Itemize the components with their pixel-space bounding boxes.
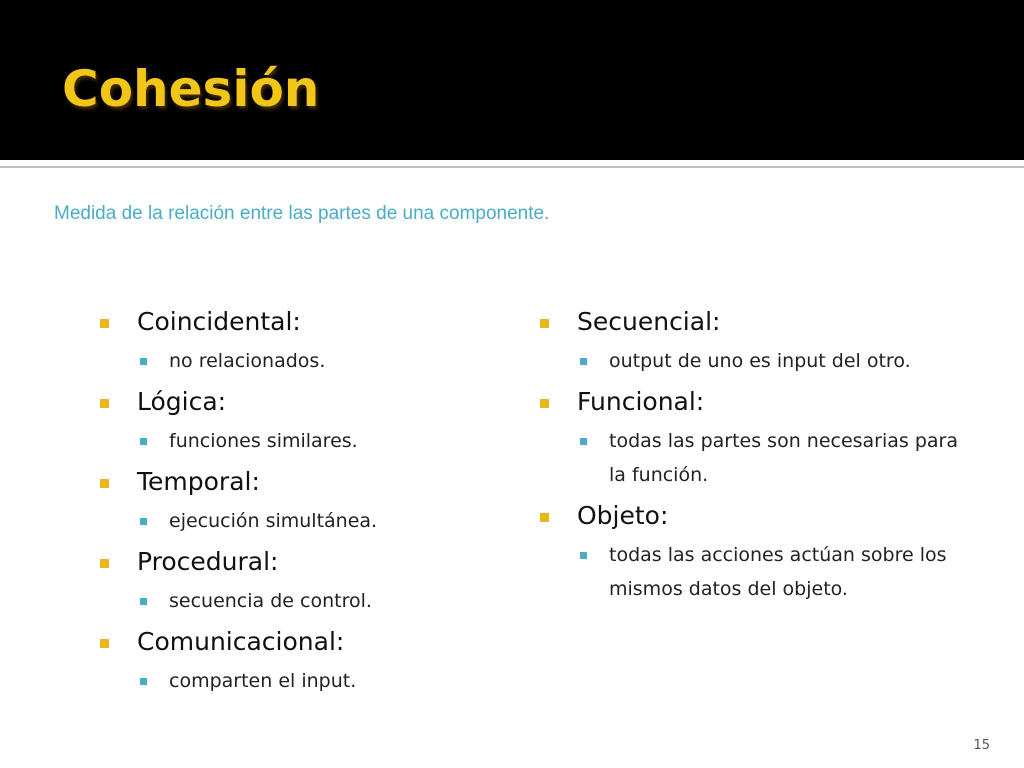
square-bullet-icon bbox=[580, 438, 587, 445]
list-item bbox=[540, 384, 980, 420]
square-bullet-icon bbox=[540, 319, 549, 328]
sub-list-item bbox=[100, 664, 500, 698]
square-bullet-icon bbox=[580, 552, 587, 559]
sub-list-item-text: ejecución simultánea. bbox=[169, 510, 378, 532]
sub-list-item-text: funciones similares. bbox=[169, 430, 358, 452]
list-item-label: Comunicacional: bbox=[137, 627, 345, 656]
square-bullet-icon bbox=[540, 513, 549, 522]
square-bullet-icon bbox=[100, 639, 109, 648]
page-number: 15 bbox=[973, 738, 990, 753]
sub-list-item-text: todas las acciones actúan sobre los mismos datos del objeto. bbox=[609, 544, 947, 600]
list-item bbox=[540, 498, 980, 534]
sub-list-item bbox=[540, 344, 980, 378]
list-item-label: Temporal: bbox=[137, 467, 260, 496]
right-column-list bbox=[540, 304, 980, 612]
sub-list-item bbox=[540, 424, 980, 492]
list-item bbox=[100, 464, 500, 500]
sub-list-item-text: output de uno es input del otro. bbox=[609, 350, 911, 372]
list-item-label: Lógica: bbox=[137, 387, 227, 416]
list-item-label: Procedural: bbox=[137, 547, 279, 576]
sub-list-item-text: no relacionados. bbox=[169, 350, 326, 372]
list-item-label: Secuencial: bbox=[577, 307, 721, 336]
square-bullet-icon bbox=[140, 598, 147, 605]
divider-line-gray bbox=[0, 166, 1024, 168]
square-bullet-icon bbox=[540, 399, 549, 408]
sub-list-item bbox=[100, 504, 500, 538]
sub-list-item bbox=[100, 424, 500, 458]
sub-list-item bbox=[100, 344, 500, 378]
left-column-list bbox=[100, 304, 500, 704]
sub-list-item bbox=[100, 584, 500, 618]
square-bullet-icon bbox=[100, 399, 109, 408]
sub-list-item-text: secuencia de control. bbox=[169, 590, 372, 612]
list-item bbox=[100, 384, 500, 420]
square-bullet-icon bbox=[100, 319, 109, 328]
square-bullet-icon bbox=[140, 358, 147, 365]
list-item bbox=[540, 304, 980, 340]
square-bullet-icon bbox=[100, 559, 109, 568]
divider-line bbox=[0, 160, 1024, 165]
list-item-label: Funcional: bbox=[577, 387, 705, 416]
square-bullet-icon bbox=[140, 518, 147, 525]
square-bullet-icon bbox=[140, 678, 147, 685]
list-item bbox=[100, 544, 500, 580]
list-item bbox=[100, 624, 500, 660]
sub-list-item-text: todas las partes son necesarias para la función. bbox=[609, 430, 959, 486]
sub-list-item bbox=[540, 538, 980, 606]
list-item bbox=[100, 304, 500, 340]
sub-list-item-text: comparten el input. bbox=[169, 670, 357, 692]
title-bar bbox=[0, 0, 1024, 160]
square-bullet-icon bbox=[100, 479, 109, 488]
square-bullet-icon bbox=[140, 438, 147, 445]
square-bullet-icon bbox=[580, 358, 587, 365]
slide-subtitle: Medida de la relación entre las partes de una componente. bbox=[54, 203, 550, 224]
list-item-label: Objeto: bbox=[577, 501, 669, 530]
list-item-label: Coincidental: bbox=[137, 307, 301, 336]
slide-title: Cohesión bbox=[62, 60, 320, 118]
